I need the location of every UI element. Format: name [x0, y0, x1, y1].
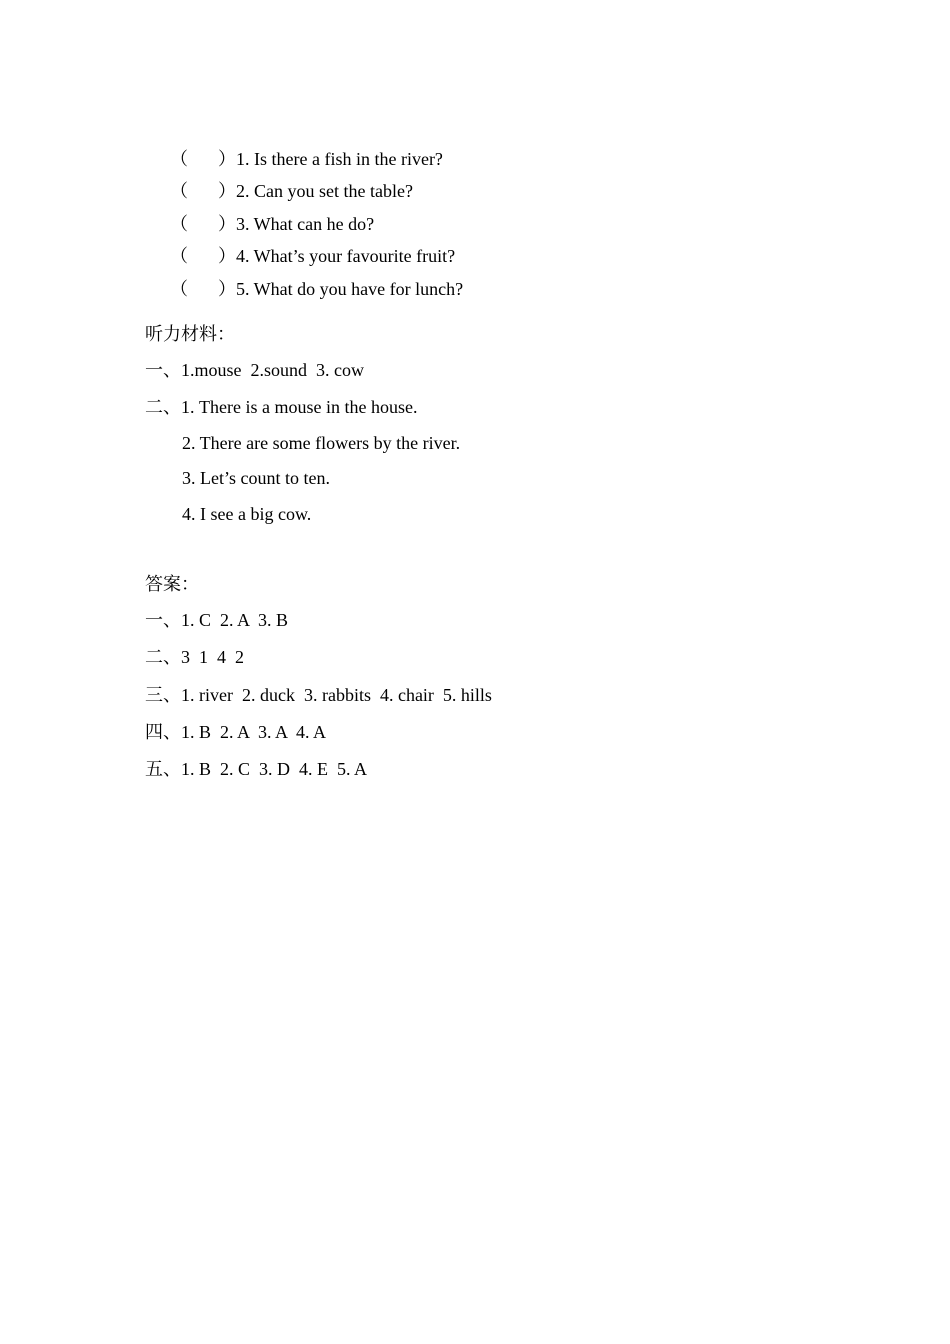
- question-text: 3. What can he do?: [236, 214, 375, 234]
- answers-heading: 答案：: [145, 574, 199, 594]
- answer-paren-open: （: [170, 149, 188, 169]
- listening-part-2-item: 4. I see a big cow.: [182, 504, 312, 524]
- question-text: 5. What do you have for lunch?: [236, 279, 464, 299]
- answer-paren-close: ）: [218, 246, 236, 266]
- answer-line-2: 二、3 1 4 2: [145, 647, 244, 667]
- question-text: 2. Can you set the table?: [236, 181, 413, 201]
- listening-part-2-item: 3. Let’s count to ten.: [182, 468, 330, 488]
- answer-paren-open: （: [170, 279, 188, 299]
- answer-line-1: 一、1. C 2. A 3. B: [145, 610, 289, 630]
- answer-paren-close: ）: [218, 279, 236, 299]
- question-text: 4. What’s your favourite fruit?: [236, 246, 456, 266]
- answer-paren-close: ）: [218, 181, 236, 201]
- listening-part-2-item: 2. There are some flowers by the river.: [182, 433, 461, 453]
- answer-line-3: 三、1. river 2. duck 3. rabbits 4. chair 5. hills: [145, 685, 492, 705]
- listening-heading: 听力材料：: [145, 324, 235, 344]
- question-text: 1. Is there a fish in the river?: [236, 149, 443, 169]
- answer-paren-open: （: [170, 246, 188, 266]
- listening-part-1: 一、1.mouse 2.sound 3. cow: [145, 360, 364, 380]
- answer-line-5: 五、1. B 2. C 3. D 4. E 5. A: [145, 759, 368, 779]
- answer-paren-close: ）: [218, 149, 236, 169]
- answer-paren-open: （: [170, 181, 188, 201]
- answer-paren-open: （: [170, 214, 188, 234]
- answer-line-4: 四、1. B 2. A 3. A 4. A: [145, 722, 327, 742]
- question-5: [152, 256, 463, 322]
- listening-part-2: 二、1. There is a mouse in the house.: [145, 397, 418, 417]
- answer-paren-close: ）: [218, 214, 236, 234]
